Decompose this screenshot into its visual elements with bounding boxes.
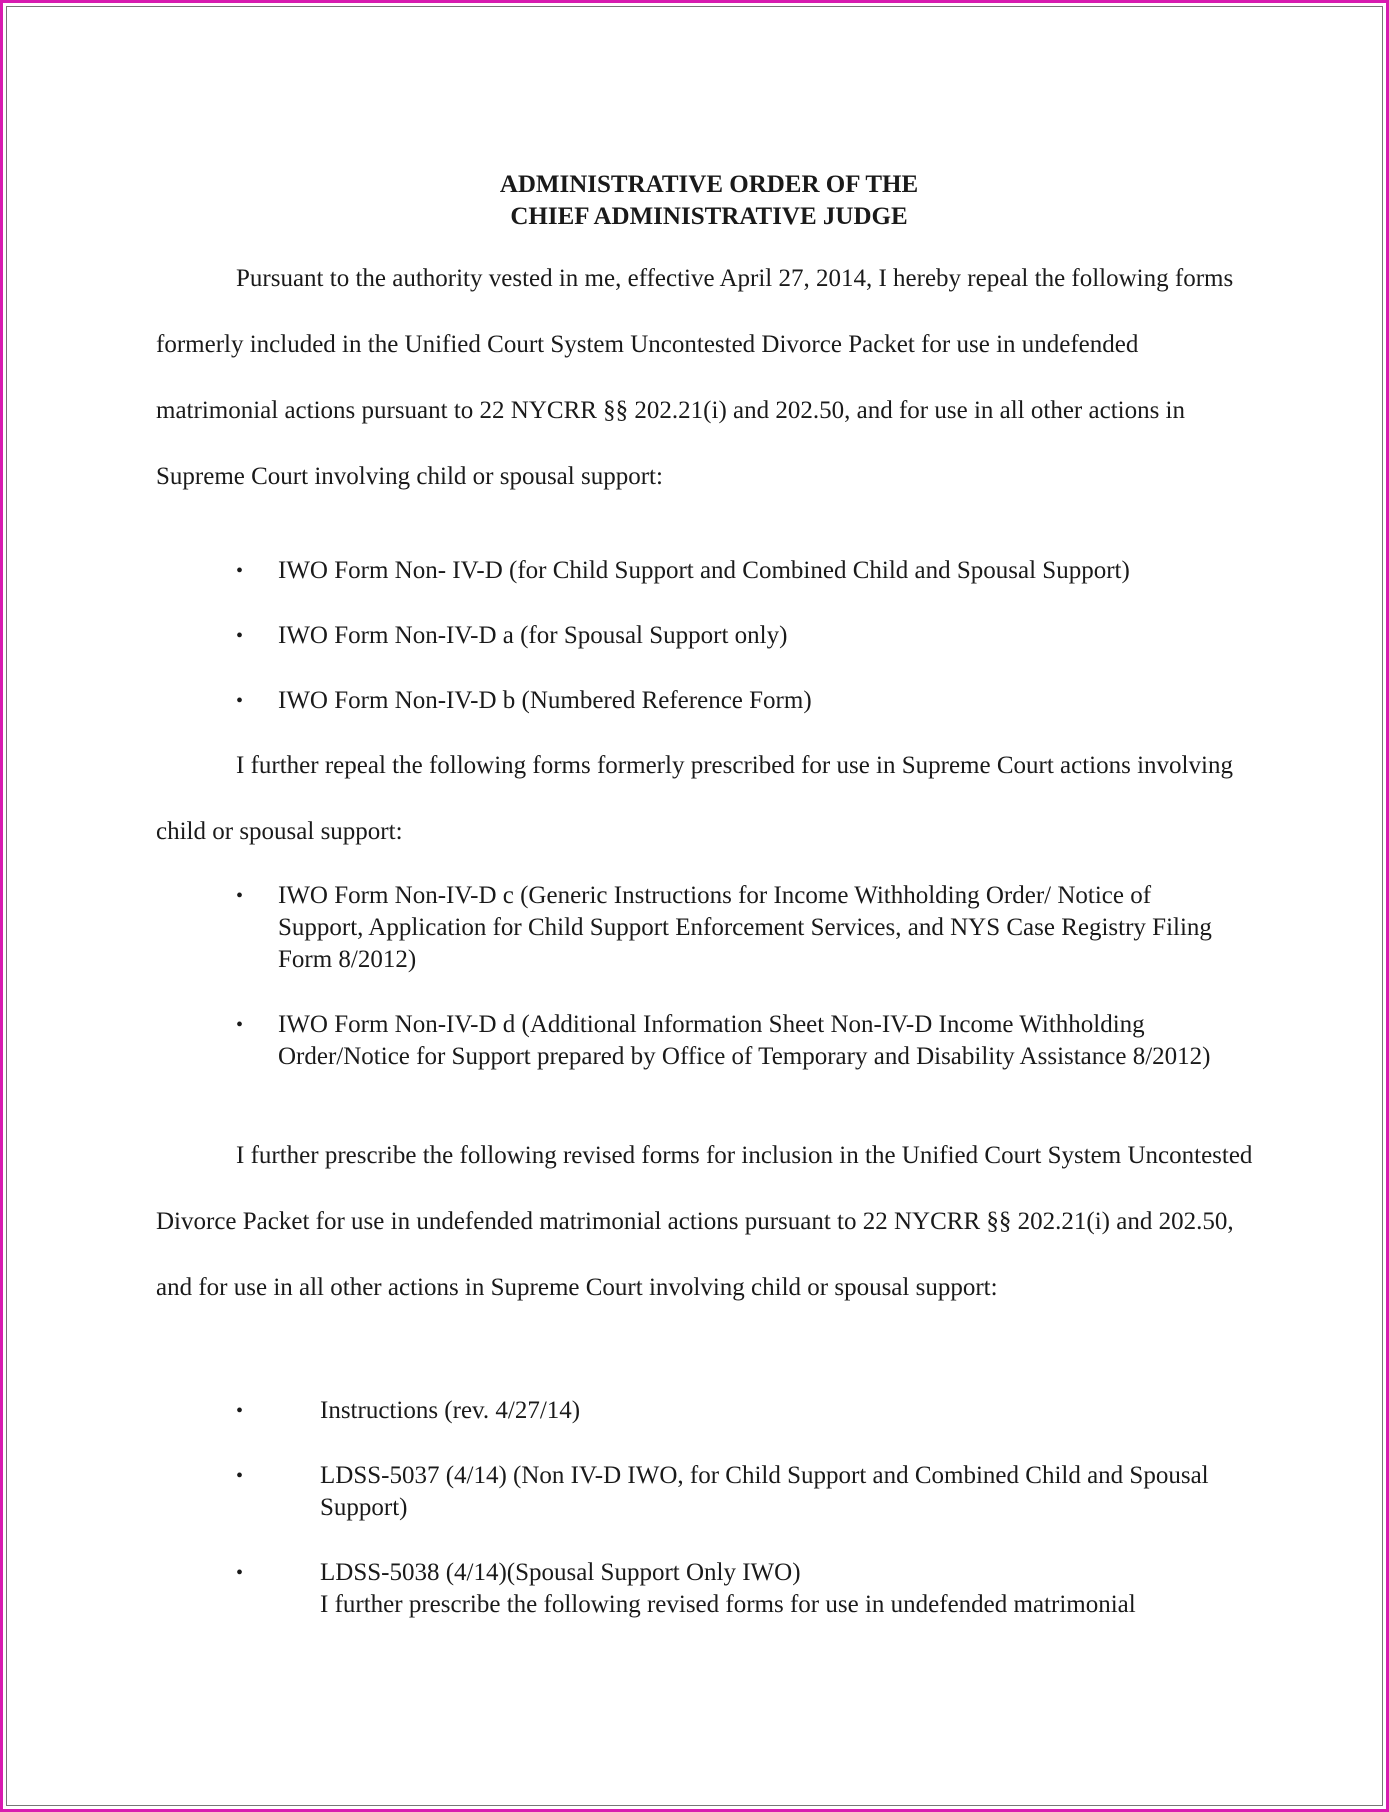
list-item-text: IWO Form Non-IV-D b (Numbered Reference Form)	[278, 687, 812, 714]
trailing-paragraph-text: I further prescribe the following revised forms for use in undefended matrimonial	[320, 1591, 1136, 1618]
list-item	[236, 1009, 1238, 1073]
bullet-icon: •	[236, 1400, 244, 1422]
repealed-forms-list	[236, 555, 1238, 750]
list-item-text: LDSS-5037 (4/14) (Non IV-D IWO, for Child Support and Combined Child and Spousal Support)	[320, 1462, 1209, 1521]
list-item	[236, 620, 1238, 652]
list-item-text: LDSS-5038 (4/14)(Spousal Support Only IWO)	[320, 1559, 801, 1586]
bullet-icon: •	[236, 1465, 244, 1487]
further-repealed-forms-list	[236, 880, 1238, 1106]
list-item-text: IWO Form Non-IV-D c (Generic Instructions for Income Withholding Order/ Notice of Support, Application for Child Support Enforcement Services, and NYS Case Registry Filing Form 8/2012)	[278, 882, 1212, 973]
paragraph-further-repeal: I further repeal the following forms formerly prescribed for use in Supreme Court actions involving child or spousal support:	[156, 752, 1233, 845]
paragraph-repeal-forms: Pursuant to the authority vested in me, effective April 27, 2014, I hereby repeal the following forms formerly included in the Unified Court System Uncontested Divorce Packet for use in undefended matrimonial actions pursuant to 22 NYCRR §§ 202.21(i) and 202.50, and for use in all other actions in Supreme Court involving child or spousal support:	[156, 265, 1234, 490]
bullet-icon: •	[236, 560, 244, 582]
list-item	[236, 1395, 1250, 1427]
list-item	[236, 1557, 1250, 1621]
bullet-icon: •	[236, 625, 244, 647]
prescribed-forms-list	[236, 1395, 1250, 1654]
list-item	[236, 685, 1238, 717]
list-item	[236, 555, 1238, 587]
list-item	[236, 1460, 1250, 1524]
list-item-text: Instructions (rev. 4/27/14)	[320, 1397, 581, 1424]
list-item	[236, 880, 1238, 976]
order-title-line-1: ADMINISTRATIVE ORDER OF THE	[499, 171, 919, 198]
list-item-text: IWO Form Non- IV-D (for Child Support and Combined Child and Spousal Support)	[278, 557, 1130, 584]
order-title-line-2: CHIEF ADMINISTRATIVE JUDGE	[510, 203, 908, 230]
bullet-icon: •	[236, 1014, 244, 1036]
bullet-icon: •	[236, 690, 244, 712]
list-item-text: IWO Form Non-IV-D a (for Spousal Support only)	[278, 622, 788, 649]
bullet-icon: •	[236, 885, 244, 907]
bullet-icon: •	[236, 1562, 244, 1584]
list-item-text: IWO Form Non-IV-D d (Additional Information Sheet Non-IV-D Income Withholding Order/Notice for Support prepared by Office of Temporary and Disability Assistance 8/2012)	[278, 1011, 1211, 1070]
paragraph-prescribe-forms: I further prescribe the following revised forms for inclusion in the Unified Court System Uncontested Divorce Packet for use in undefended matrimonial actions pursuant to 22 NYCRR §§ 202.21(i) and 202.50, and for use in all other actions in Supreme Court involving child or spousal support:	[156, 1142, 1253, 1301]
